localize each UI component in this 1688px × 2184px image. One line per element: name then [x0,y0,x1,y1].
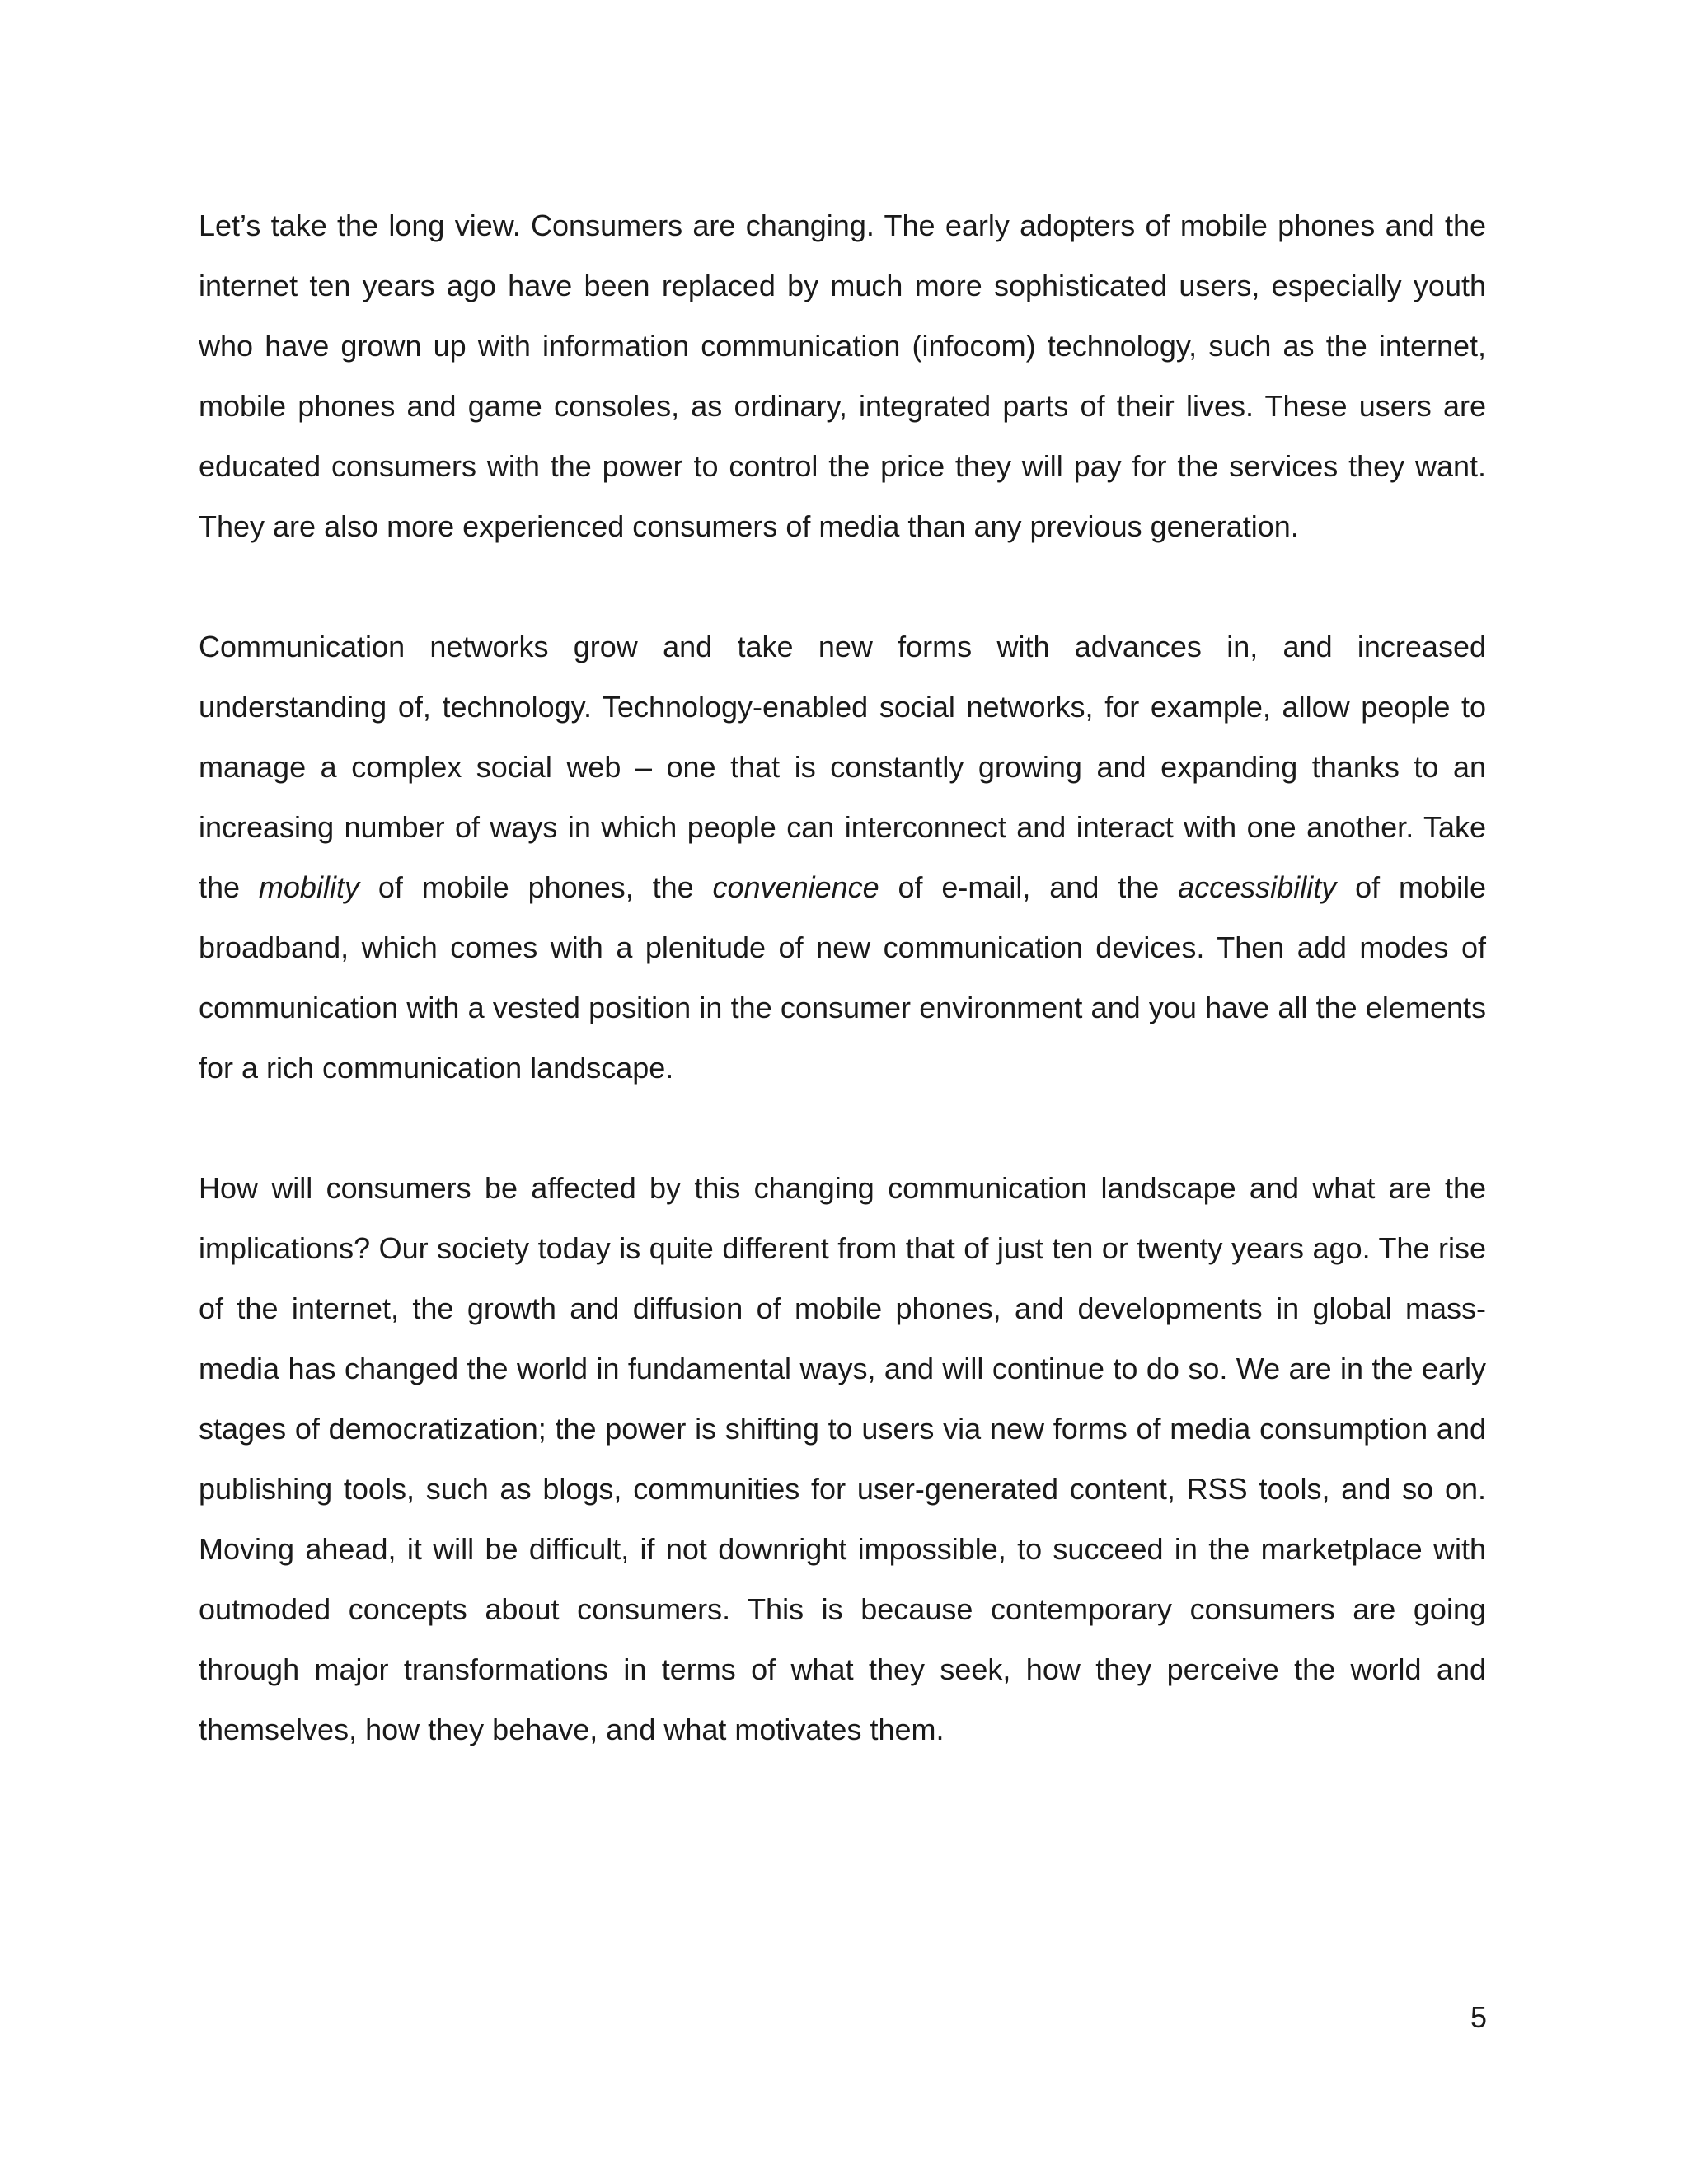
page-number: 5 [1470,2000,1487,2034]
emphasis-accessibility: accessibility [1178,870,1337,904]
paragraph-2-text: Communication networks grow and take new forms with advances in, and increased understanding of, technology. Technology-enabled social networks, for example, allow people to manage a complex social web – one that is constantly growing and expanding thanks to an increasing number of ways in which people can interconnect and interact with one another. Take the [199,630,1486,904]
paragraph-3: How will consumers be affected by this changing communication landscape and what are the implications? Our society today is quite different from that of just ten or twenty years ago. The rise of the internet, the growth and diffusion of mobile phones, and developments in global mass-media has changed the world in fundamental ways, and will continue to do so. We are in the early stages of democratization; the power is shifting to users via new forms of media consumption and publishing tools, such as blogs, communities for user-generated content, RSS tools, and so on. Moving ahead, it will be difficult, if not downright impossible, to succeed in the marketplace with outmoded concepts about consumers. This is because contemporary consumers are going through major transformations in terms of what they seek, how they perceive the world and themselves, how they behave, and what motivates them. [199,1171,1486,1746]
body-text [199,195,1486,1820]
paragraph-2-text: of e-mail, and the [879,870,1179,904]
paragraph-2 [199,616,1486,1098]
emphasis-convenience: convenience [712,870,879,904]
emphasis-mobility: mobility [258,870,359,904]
paragraph-2-text: of mobile broadband, which comes with a plenitude of new communication devices. Then add modes of communication with a vested position in the consumer environment and you have all the elements for a rich communication landscape. [199,870,1487,1085]
paragraph-1: Let’s take the long view. Consumers are changing. The early adopters of mobile phones and the internet ten years ago have been replaced by much more sophisticated users, especially youth who have grown up with information communication (infocom) technology, such as the internet, mobile phones and game consoles, as ordinary, integrated parts of their lives. These users are educated consumers with the power to control the price they will pay for the services they want. They are also more experienced consumers of media than any previous generation. [199,209,1486,543]
paragraph-2-text: of mobile phones, the [359,870,713,904]
